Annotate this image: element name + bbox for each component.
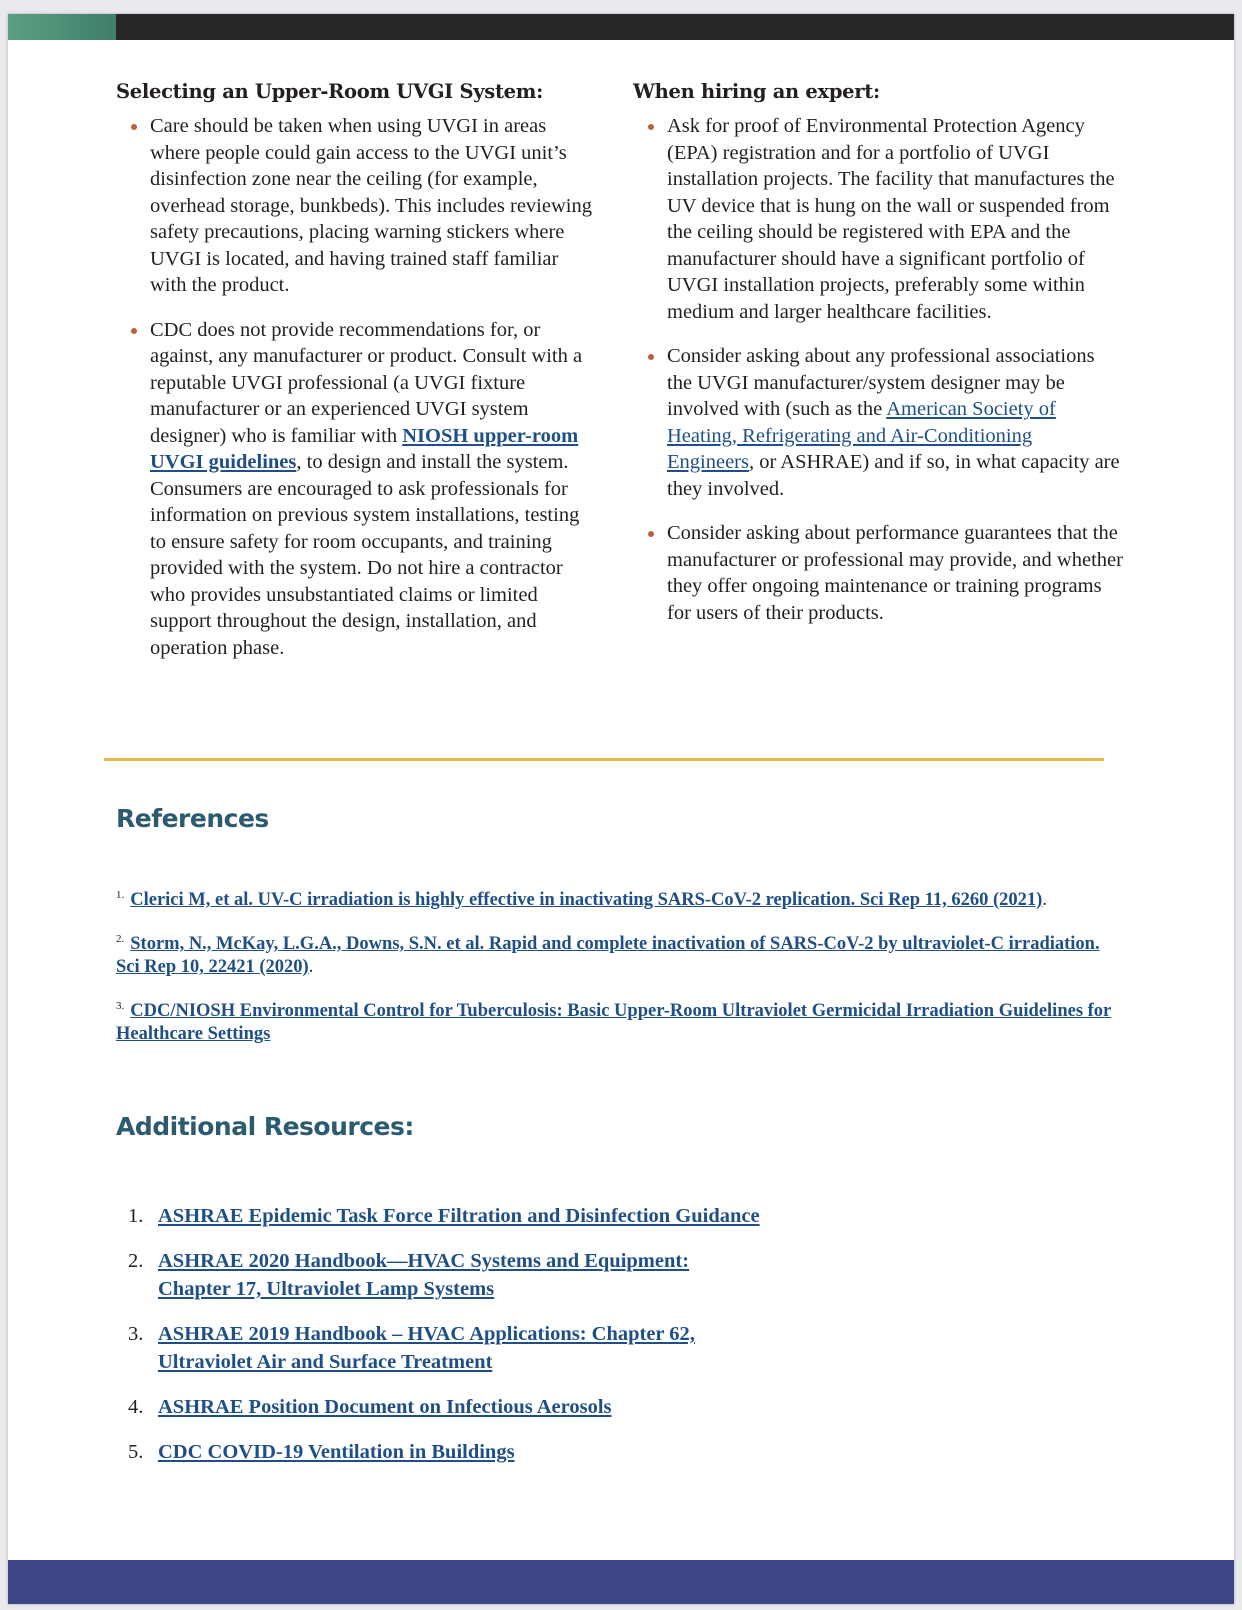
document-page bbox=[8, 14, 1234, 1604]
resource-link-2[interactable]: ASHRAE 2020 Handbook—HVAC Systems and Equipment: Chapter 17, Ultraviolet Lamp Systems bbox=[158, 1250, 690, 1300]
list-item bbox=[633, 520, 1123, 626]
right-bullet-list bbox=[633, 113, 1123, 626]
list-item bbox=[633, 343, 1123, 502]
resource-number: 2. bbox=[128, 1250, 144, 1272]
header-bar bbox=[8, 14, 1234, 40]
left-column-heading: Selecting an Upper-Room UVGI System: bbox=[116, 80, 544, 103]
resource-number: 5. bbox=[128, 1441, 144, 1463]
bullet-text: , or ASHRAE) and if so, in what capacity are they involved. bbox=[667, 451, 1120, 500]
bullet-text: Consider asking about performance guarantees that the manufacturer or professional may provide, and whether they offer ongoing maintenance or training programs for users of their products. bbox=[667, 522, 1123, 624]
ashrae-society-link[interactable]: American Society of Heating, Refrigerating and Air-Conditioning Engineers bbox=[667, 398, 1056, 473]
reference-link-3[interactable]: CDC/NIOSH Environmental Control for Tuberculosis: Basic Upper-Room Ultraviolet Germicidal Irradiation Guidelines for Healthcare Settings bbox=[116, 1001, 1112, 1045]
bullet-text: Ask for proof of Environmental Protection Agency (EPA) registration and for a portfolio of UVGI installation projects. The facility that manufactures the UV device that is hung on the wall or suspended from the ceiling should be registered with EPA and the manufacturer should have a significant portfolio of UVGI installation projects, preferably some within medium and larger healthcare facilities. bbox=[667, 115, 1115, 323]
bullet-icon bbox=[131, 328, 137, 334]
resource-item bbox=[128, 1247, 828, 1303]
reference-item bbox=[116, 884, 1116, 912]
additional-resources-heading: Additional Resources: bbox=[116, 1112, 414, 1141]
reference-trail: . bbox=[308, 957, 314, 978]
resource-number: 1. bbox=[128, 1205, 144, 1227]
resource-item bbox=[128, 1320, 828, 1376]
resource-number: 3. bbox=[128, 1323, 144, 1345]
left-column bbox=[116, 80, 596, 679]
list-item bbox=[633, 113, 1123, 325]
reference-number: 1. bbox=[116, 889, 125, 901]
reference-trail: . bbox=[1042, 890, 1047, 911]
additional-resources-list bbox=[128, 1202, 828, 1483]
footer-bar bbox=[8, 1560, 1234, 1604]
niosh-guidelines-link[interactable]: NIOSH upper-room UVGI guidelines bbox=[150, 424, 579, 473]
bullet-text: CDC does not provide recommendations for, or against, any manufacturer or product. Consult with a reputable UVGI professional (a UVGI fixture manufacturer or an experienced UVGI system designer) who is familiar with bbox=[150, 318, 583, 447]
resource-item bbox=[128, 1202, 828, 1230]
bullet-text: Consider asking about any professional associations the UVGI manufacturer/system designer may be involved with (such as the bbox=[667, 345, 1095, 420]
bullet-icon bbox=[648, 354, 654, 360]
reference-number: 2. bbox=[116, 933, 125, 946]
list-item bbox=[116, 317, 596, 662]
resource-link-1[interactable]: ASHRAE Epidemic Task Force Filtration and Disinfection Guidance bbox=[158, 1205, 760, 1227]
header-accent bbox=[8, 14, 116, 40]
bullet-icon bbox=[648, 124, 654, 130]
reference-link-2[interactable]: Storm, N., McKay, L.G.A., Downs, S.N. et al. Rapid and complete inactivation of SARS-CoV-2 by ultraviolet-C irradiation. Sci Rep 10, 22421 (2020) bbox=[116, 934, 1100, 978]
resource-number: 4. bbox=[128, 1396, 144, 1418]
bullet-icon bbox=[131, 124, 137, 130]
reference-item bbox=[116, 928, 1116, 979]
references-heading: References bbox=[116, 804, 269, 833]
resource-item bbox=[128, 1438, 828, 1466]
bullet-text: Care should be taken when using UVGI in areas where people could gain access to the UVGI unit’s disinfection zone near the ceiling (for example, overhead storage, bunkbeds). This includes reviewing safety precautions, placing warning stickers where UVGI is located, and having trained staff familiar with the product. bbox=[150, 115, 592, 296]
left-bullet-list bbox=[116, 113, 596, 661]
resource-link-4[interactable]: ASHRAE Position Document on Infectious Aerosols bbox=[158, 1396, 612, 1418]
right-column bbox=[633, 80, 1123, 644]
section-divider bbox=[104, 758, 1104, 761]
reference-link-1[interactable]: Clerici M, et al. UV-C irradiation is highly effective in inactivating SARS-CoV-2 replication. Sci Rep 11, 6260 (2021) bbox=[130, 890, 1043, 911]
bullet-text: , to design and install the system. Consumers are encouraged to ask professionals for information on previous system installations, testing to ensure safety for room occupants, and training provided with the system. Do not hire a contractor who provides unsubstantiated claims or limited support throughout the design, installation, and operation phase. bbox=[150, 451, 580, 659]
list-item bbox=[116, 113, 596, 299]
resource-link-3[interactable]: ASHRAE 2019 Handbook – HVAC Applications: Chapter 62, Ultraviolet Air and Surface Treatment bbox=[158, 1323, 695, 1373]
resource-item bbox=[128, 1393, 828, 1421]
reference-number: 3. bbox=[116, 1000, 125, 1013]
bullet-icon bbox=[648, 531, 654, 537]
references-list bbox=[116, 884, 1116, 1062]
right-column-heading: When hiring an expert: bbox=[633, 80, 880, 103]
resource-link-5[interactable]: CDC COVID-19 Ventilation in Buildings bbox=[158, 1441, 515, 1463]
reference-item bbox=[116, 995, 1116, 1046]
